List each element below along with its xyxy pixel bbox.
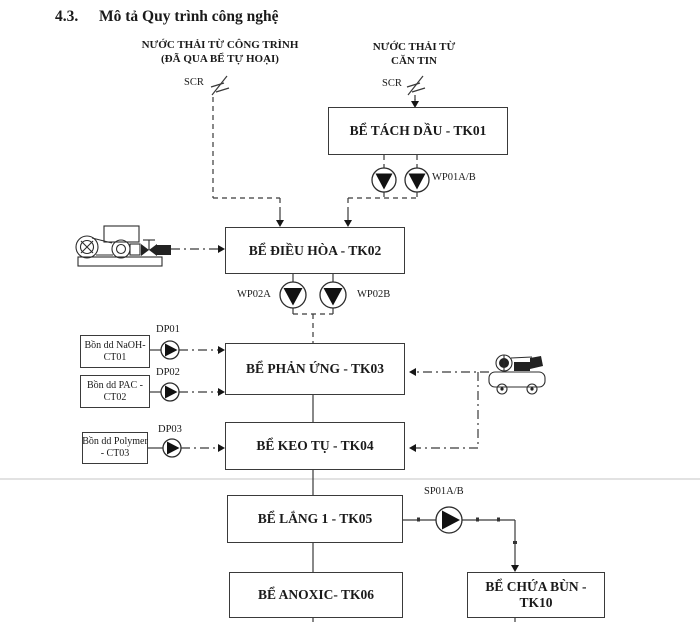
air-blower-icon bbox=[76, 226, 171, 266]
section-title bbox=[55, 8, 279, 26]
ct03-line1: Bồn dd Polymer bbox=[82, 436, 148, 447]
bar-screen-icon bbox=[211, 76, 229, 95]
tank-tk01-label: BỂ TÁCH DẦU - TK01 bbox=[349, 123, 487, 138]
tank-tk10 bbox=[467, 572, 605, 618]
pump-dp01-icon bbox=[161, 341, 179, 359]
screen-label-canteen: SCR bbox=[382, 78, 402, 89]
screen-label-building: SCR bbox=[184, 77, 204, 88]
tank-tk05-label: BỂ LẮNG 1 - TK05 bbox=[257, 511, 373, 526]
ct02-line1: Bồn dd PAC - bbox=[86, 379, 144, 391]
tank-tk10-line2: TK10 bbox=[519, 595, 553, 610]
tank-tk03 bbox=[225, 343, 405, 395]
source-building-line2: (ĐÃ QUA BỂ TỰ HOẠI) bbox=[161, 53, 279, 65]
tank-tk04-label: BỂ KEO TỤ - TK04 bbox=[256, 438, 374, 453]
ct03-line2: - CT03 bbox=[100, 448, 130, 459]
chemical-tank-ct03 bbox=[82, 432, 148, 464]
tank-tk05 bbox=[227, 495, 403, 543]
pump-label-wp01: WP01A/B bbox=[432, 172, 476, 183]
ct01-line2: CT01 bbox=[103, 351, 127, 363]
tank-tk02 bbox=[225, 227, 405, 274]
ct02-line2: CT02 bbox=[103, 391, 127, 403]
tank-tk06-label: BỂ ANOXIC- TK06 bbox=[257, 587, 375, 602]
tank-tk03-label: BỂ PHẢN ỨNG - TK03 bbox=[245, 361, 384, 376]
pump-wp02a-icon bbox=[280, 282, 306, 308]
tank-tk01 bbox=[328, 107, 508, 155]
tank-tk02-label: BỂ ĐIỀU HÒA - TK02 bbox=[248, 242, 382, 258]
source-building-line1: NƯỚC THẢI TỪ CÔNG TRÌNH bbox=[141, 39, 299, 51]
ct01-line1: Bồn dd NaOH- bbox=[84, 339, 146, 351]
line-compressor-to-tk03 bbox=[409, 368, 489, 376]
pump-dp03-icon bbox=[163, 439, 181, 457]
chemical-tank-ct01 bbox=[80, 335, 150, 368]
pump-wp01b-icon bbox=[405, 168, 429, 192]
tank-tk04 bbox=[225, 422, 405, 470]
line-building-to-tk02 bbox=[213, 97, 284, 227]
pump-label-wp02b: WP02B bbox=[357, 289, 391, 300]
line-ct03-dp03-to-tk04 bbox=[148, 444, 225, 452]
pump-wp02b-icon bbox=[320, 282, 346, 308]
section-number: 4.3. bbox=[55, 8, 79, 25]
source-canteen-line1: NƯỚC THẢI TỪ bbox=[372, 41, 456, 53]
pump-label-wp02a: WP02A bbox=[237, 289, 271, 300]
pump-wp01a-icon bbox=[372, 168, 396, 192]
tank-tk06 bbox=[229, 572, 403, 618]
line-blower-to-tk02 bbox=[171, 245, 225, 253]
source-canteen-line2: CĂN TIN bbox=[391, 55, 437, 67]
air-compressor-icon bbox=[489, 355, 545, 394]
pump-sp01-icon bbox=[436, 507, 462, 533]
chemical-tank-ct02 bbox=[80, 375, 150, 408]
section-title-text: Mô tả Quy trình công nghệ bbox=[99, 8, 279, 25]
source-label-canteen bbox=[354, 40, 474, 68]
source-label-building bbox=[120, 38, 320, 66]
pump-label-sp01: SP01A/B bbox=[424, 486, 464, 497]
pump-label-dp02: DP02 bbox=[156, 367, 180, 378]
pump-label-dp03: DP03 bbox=[158, 424, 182, 435]
pump-dp02-icon bbox=[161, 383, 179, 401]
tank-tk10-line1: BỂ CHỨA BÙN - bbox=[485, 579, 587, 594]
pump-label-dp01: DP01 bbox=[156, 324, 180, 335]
bar-screen-icon bbox=[407, 76, 425, 95]
line-compressor-to-tk04 bbox=[409, 372, 478, 452]
